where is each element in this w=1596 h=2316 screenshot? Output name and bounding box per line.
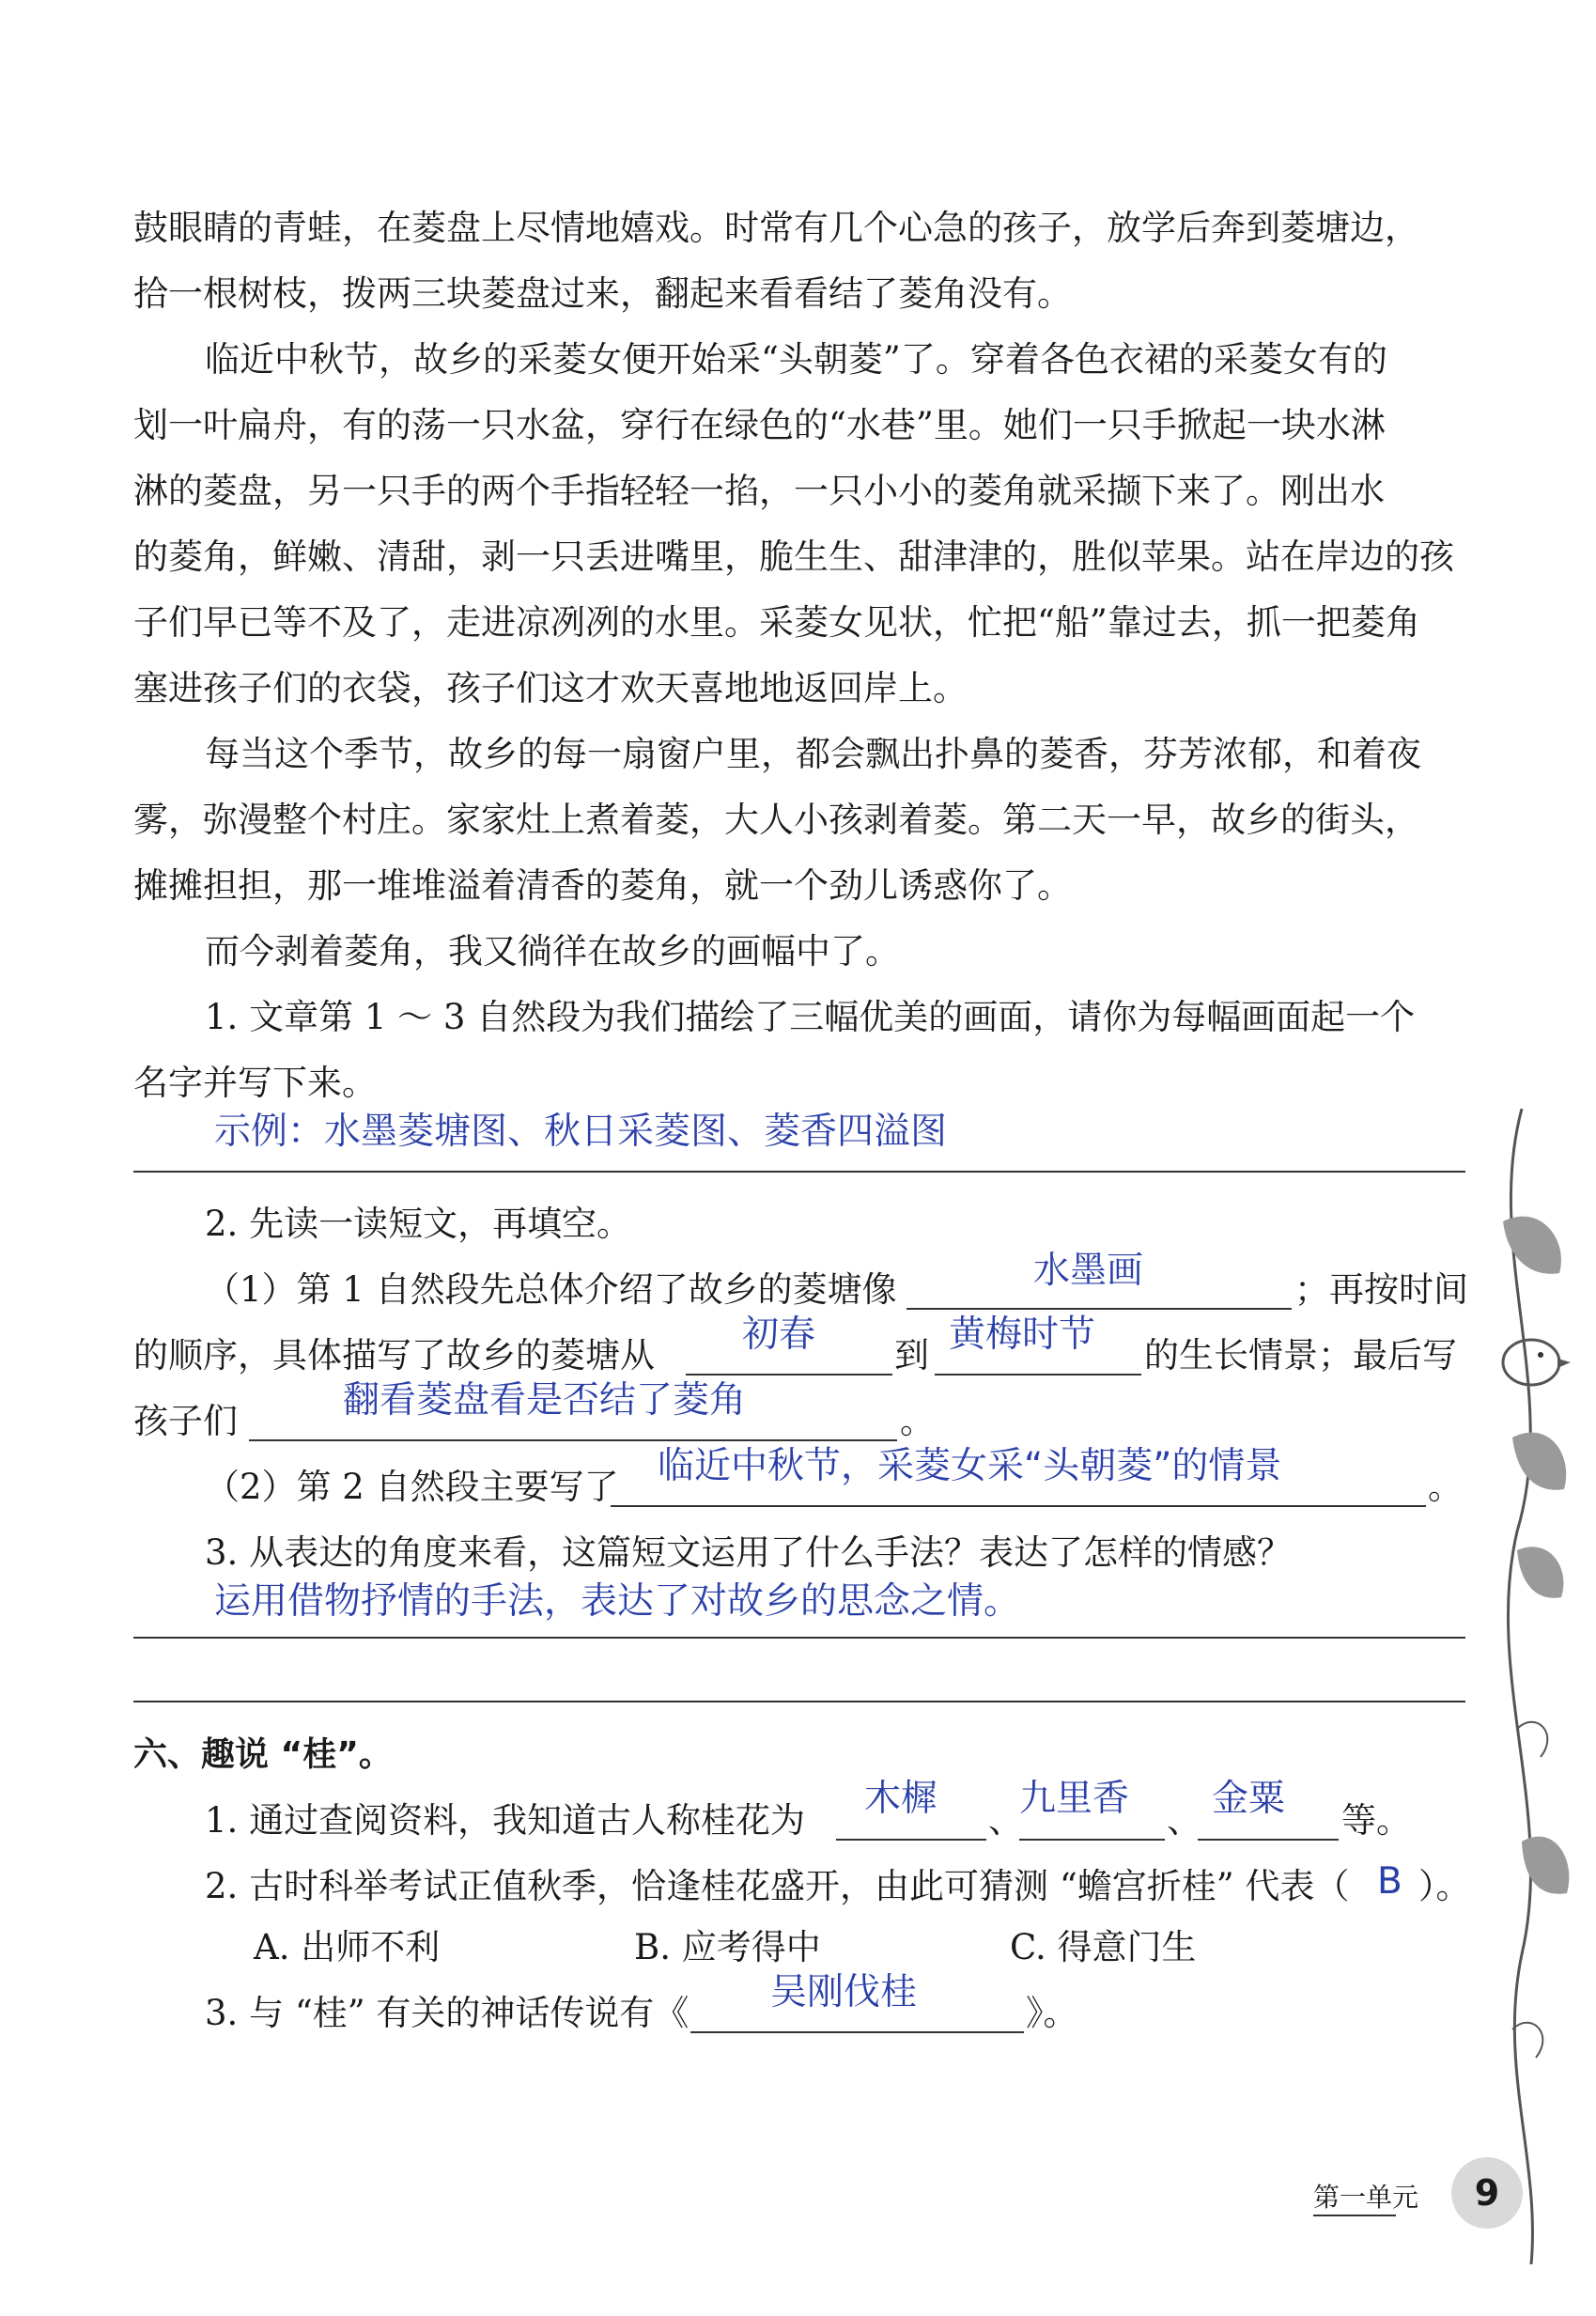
unit-label: 第一单元: [1313, 2182, 1419, 2213]
s6-q3-answer: 吴刚伐桂: [770, 1971, 918, 2013]
answer-b: 初春: [742, 1313, 816, 1356]
s6-q3-text: 3. 与 “桂” 有关的神话传说有《: [205, 1993, 690, 2033]
q1-text: 1. 文章第 1 ～ 3 自然段为我们描绘了三幅优美的画面，请你为每幅画面起一个: [205, 997, 1416, 1037]
blank-line: [836, 1839, 986, 1841]
section-6-title: 六、趣说 “桂”。: [133, 1735, 393, 1774]
passage-line: 摊摊担担，那一堆堆溢着清香的菱角，就一个劲儿诱惑你了。: [133, 865, 1072, 906]
passage-line: 塞进孩子们的衣袋，孩子们这才欢天喜地地返回岸上。: [133, 668, 968, 708]
answer-c: 黄梅时节: [949, 1313, 1096, 1356]
s6-q2-end: ）。: [1418, 1866, 1471, 1906]
separator: 、: [1167, 1800, 1201, 1841]
answer-a: 水墨画: [1033, 1250, 1144, 1292]
passage-line: 的菱角，鲜嫩、清甜，剥一只丢进嘴里，脆生生、甜津津的，胜似苹果。站在岸边的孩: [133, 536, 1454, 577]
passage-line: 划一叶扁舟，有的荡一只水盆，穿行在绿色的“水巷”里。她们一只手掀起一块水淋: [133, 405, 1386, 445]
vine-decoration-icon: [1465, 1109, 1578, 2264]
q3-answer: 运用借物抒情的手法，表达了对故乡的思念之情。: [214, 1580, 1021, 1623]
page-number: 9: [1451, 2157, 1523, 2229]
passage-line: 而今剥着菱角，我又徜徉在故乡的画幅中了。: [205, 931, 900, 971]
passage-line: 临近中秋节，故乡的采菱女便开始采“头朝菱”了。穿着各色衣裙的采菱女有的: [205, 339, 1387, 380]
q2-intro: 2. 先读一读短文，再填空。: [205, 1204, 632, 1244]
answer-e: 临近中秋节，采菱女采“头朝菱”的情景: [658, 1445, 1282, 1487]
s6-q3-suffix: 》。: [1026, 1993, 1078, 2033]
q2-part1-a-end: ；再按时间: [1294, 1269, 1468, 1310]
s6-answer-1: 木樨: [864, 1778, 938, 1820]
s6-q2-text: 2. 古时科举考试正值秋季，恰逢桂花盛开，由此可猜测 “蟾宫折桂” 代表（: [205, 1866, 1350, 1906]
q1-text: 名字并写下来。: [133, 1063, 377, 1103]
s6-q1-text: 1. 通过查阅资料，我知道古人称桂花为: [205, 1800, 806, 1841]
passage-line: 鼓眼睛的青蛙，在菱盘上尽情地嬉戏。时常有几个心急的孩子，放学后奔到菱塘边，: [133, 208, 1419, 248]
blank-line: [1198, 1839, 1339, 1841]
s6-answer-3: 金粟: [1212, 1778, 1286, 1820]
passage-line: 每当这个季节，故乡的每一扇窗户里，都会飘出扑鼻的菱香，芬芳浓郁，和着夜: [205, 734, 1421, 774]
answer-line: [133, 1701, 1465, 1702]
passage-line: 拾一根树枝，拨两三块菱盘过来，翻起来看看结了菱角没有。: [133, 273, 1072, 314]
option-a: A. 出师不利: [254, 1927, 441, 1967]
passage-line: 子们早已等不及了，走进凉冽冽的水里。采菱女见状，忙把“船”靠过去，抓一把菱角: [133, 602, 1420, 643]
s6-answer-2: 九里香: [1019, 1778, 1130, 1820]
blank-line: [249, 1439, 897, 1441]
q2-part2-end: 。: [1428, 1467, 1463, 1507]
q2-part1-b: 的顺序，具体描写了故乡的菱塘从: [133, 1335, 655, 1376]
answer-d: 翻看菱盘看是否结了菱角: [343, 1379, 747, 1422]
answer-line: [133, 1637, 1465, 1639]
blank-line: [690, 2031, 1024, 2033]
q2-part1-c: 孩子们: [133, 1401, 238, 1441]
q2-part1-c-end: 。: [900, 1401, 935, 1441]
answer-line: [133, 1171, 1465, 1173]
option-c: C. 得意门生: [1010, 1927, 1197, 1967]
passage-line: 淋的菱盘，另一只手的两个手指轻轻一掐，一只小小的菱角就采撷下来了。刚出水: [133, 471, 1385, 511]
blank-line: [611, 1505, 1426, 1507]
q1-answer: 示例：水墨菱塘图、秋日采菱图、菱香四溢图: [214, 1111, 948, 1153]
blank-line: [906, 1308, 1292, 1310]
separator: 、: [988, 1800, 1023, 1841]
footer-rule: [1313, 2215, 1396, 2216]
s6-q1-suffix: 等。: [1341, 1800, 1411, 1841]
q2-part2: （2）第 2 自然段主要写了: [205, 1467, 619, 1507]
blank-line: [686, 1374, 892, 1376]
q2-part1-b-end: 的生长情景；最后写: [1144, 1335, 1457, 1376]
blank-line: [1019, 1839, 1165, 1841]
q3-question: 3. 从表达的角度来看，这篇短文运用了什么手法？表达了怎样的情感？: [205, 1532, 1293, 1573]
passage-line: 雾，弥漫整个村庄。家家灶上煮着菱，大人小孩剥着菱。第二天一早，故乡的街头，: [133, 800, 1419, 840]
q2-part1-b-mid: 到: [894, 1335, 929, 1376]
option-b: B. 应考得中: [634, 1927, 821, 1967]
blank-line: [935, 1374, 1141, 1376]
q2-part1-a: （1）第 1 自然段先总体介绍了故乡的菱塘像: [205, 1269, 897, 1310]
s6-q2-answer: B: [1377, 1860, 1402, 1903]
